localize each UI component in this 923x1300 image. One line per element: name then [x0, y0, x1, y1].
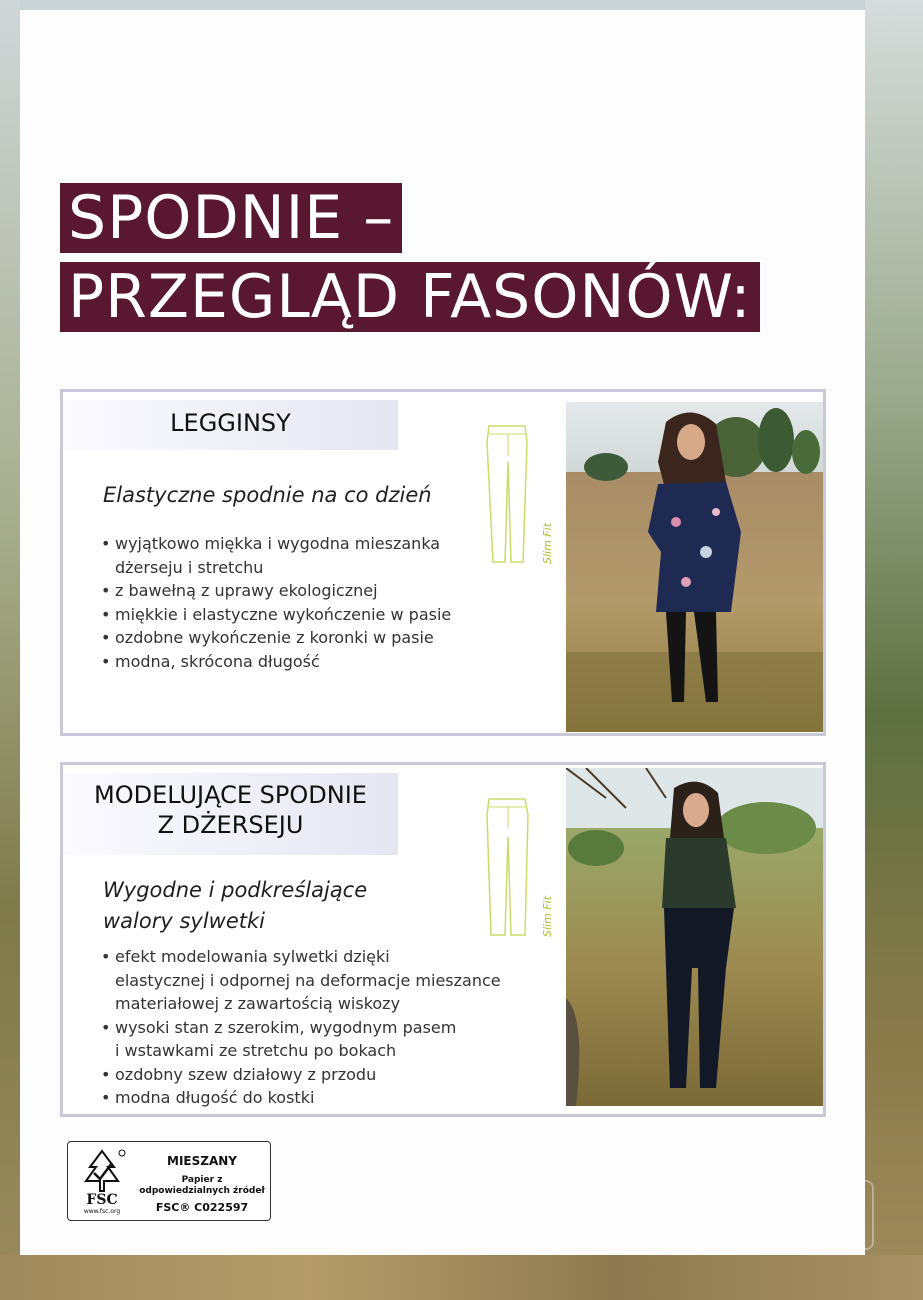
feature-item: • miękkie i elastyczne wykończenie w pasie [101, 603, 451, 627]
fsc-logo-text: FSC [86, 1192, 118, 1208]
trousers-outline-icon [483, 795, 533, 940]
product-photo-trousers [566, 768, 823, 1106]
product-subtitle-line-2: walory sylwetki [103, 909, 265, 933]
page-title-line-1: SPODNIE – [60, 183, 402, 253]
feature-item: • z bawełną z uprawy ekologicznej [101, 579, 451, 603]
product-subtitle-line-1: Wygodne i podkreślające [103, 878, 368, 902]
product-name-line-2: Z DŻERSEJU [157, 811, 304, 839]
feature-item: • modna długość do kostki [101, 1086, 501, 1110]
feature-list [101, 945, 501, 1110]
fsc-tree-check-icon [76, 1147, 128, 1195]
watermark-line-2: OKAZ [817, 1216, 861, 1232]
feature-item: • ozdobny szew działowy z przodu [101, 1063, 501, 1087]
product-card-leggings [60, 389, 826, 736]
product-card-jersey-trousers [60, 762, 826, 1117]
page-title-line-2: PRZEGLĄD FASONÓW: [60, 262, 760, 332]
feature-item-continuation [101, 556, 451, 580]
product-subtitle: Elastyczne spodnie na co dzień [103, 483, 432, 507]
feature-item-text: i wstawkami ze stretchu po bokach [115, 1041, 397, 1060]
feature-item-text: dżerseju i stretchu [115, 557, 264, 577]
watermark [735, 1180, 874, 1250]
feature-item-text: materiałowej z zawartością wiskozy [115, 994, 401, 1013]
product-name: LEGGINSY [170, 409, 291, 437]
feature-item: • wyjątkowo miękka i wygodna mieszanka [101, 532, 451, 556]
feature-item-continuation [101, 992, 501, 1016]
product-name-line-1: MODELUJĄCE SPODNIE [94, 781, 367, 809]
background-left [0, 0, 20, 1300]
background-bottom [0, 1255, 923, 1300]
fsc-heading: MIESZANY [167, 1154, 237, 1168]
feature-item-continuation [101, 1039, 501, 1063]
feature-item-text: elastycznej i odpornej na deformacje mieszance [115, 970, 501, 990]
fit-label: Slim Fit [541, 522, 554, 564]
fsc-line-2: odpowiedzialnych źródeł [139, 1186, 265, 1196]
fsc-line-1: Papier z [181, 1175, 223, 1185]
feature-item-continuation [101, 969, 501, 993]
feature-item: • modna, skrócona długość [101, 650, 451, 674]
feature-item: • efekt modelowania sylwetki dzięki [101, 945, 501, 969]
watermark-line-1: TROPI [801, 1192, 849, 1208]
percent-icon: % [743, 1190, 766, 1215]
fsc-code: FSC® C022597 [155, 1201, 249, 1214]
background-right [865, 0, 923, 1300]
fsc-certification-label [67, 1141, 271, 1221]
leggings-outline-icon [483, 422, 533, 567]
product-photo-leggings [566, 402, 823, 732]
feature-item: • wysoki stan z szerokim, wygodnym pasem [101, 1016, 501, 1040]
feature-list [101, 532, 451, 673]
feature-item: • ozdobne wykończenie z koronki w pasie [101, 626, 451, 650]
fit-label: Slim Fit [541, 895, 554, 937]
fsc-url: www.fsc.org [83, 1208, 121, 1215]
